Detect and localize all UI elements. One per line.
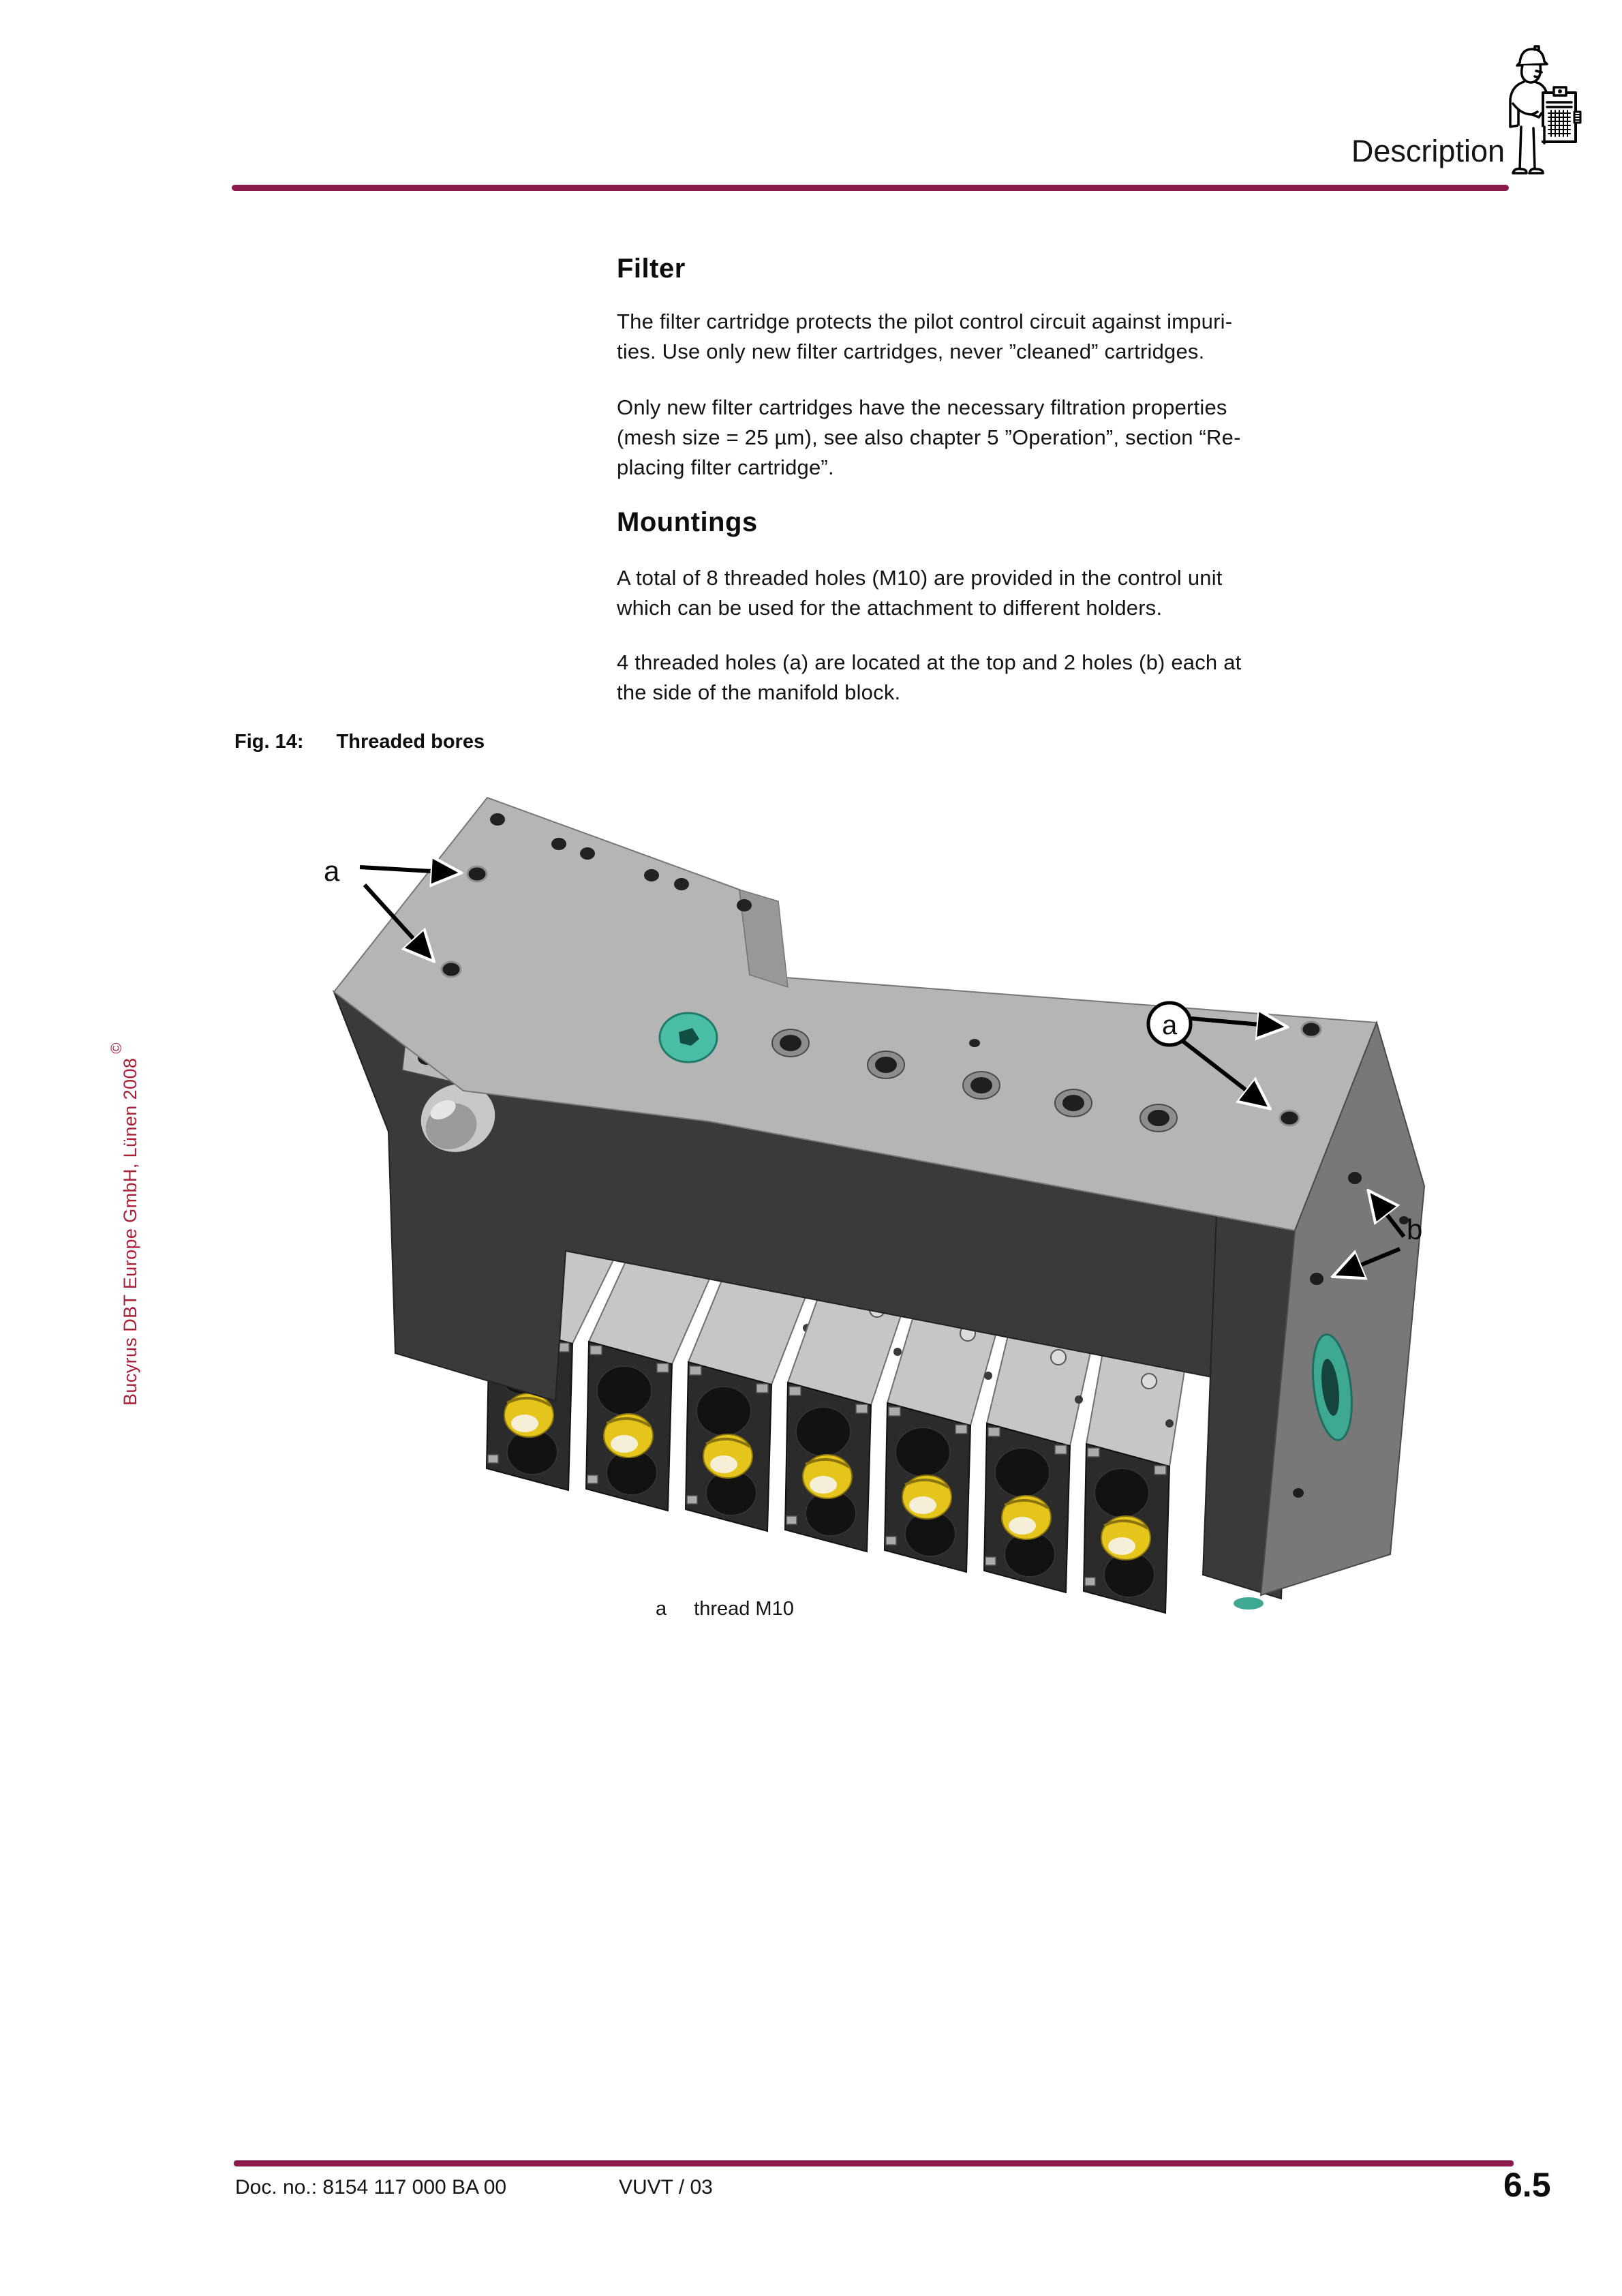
valve-module (984, 1372, 992, 1380)
text-line: ties. Use only new filter cartridges, never ”cleaned” cartridges. (617, 339, 1205, 363)
valve-module (1108, 1537, 1135, 1555)
valve-module (590, 1346, 602, 1355)
sidebar-copyright (108, 1042, 141, 1406)
text-line: the side of the manifold block. (617, 680, 901, 704)
copyright-symbol: © (108, 1042, 125, 1054)
valve-module (687, 1496, 697, 1504)
valve-module (1075, 1395, 1083, 1404)
valve-module (1051, 1350, 1066, 1365)
thread-m10-hole (1280, 1111, 1299, 1126)
valve-module (511, 1415, 538, 1432)
valve-module (988, 1428, 1000, 1436)
footer-rule (234, 2160, 1514, 2166)
valve-module (1165, 1419, 1174, 1428)
valve-module (690, 1366, 701, 1375)
valve-module (995, 1448, 1050, 1497)
valve-module (657, 1363, 669, 1372)
valve-module (1055, 1445, 1067, 1454)
valve-module (1088, 1448, 1099, 1457)
text-line: 4 threaded holes (a) are located at the top and 2 holes (b) each at (617, 650, 1242, 674)
copyright-text: Bucyrus DBT Europe GmbH, Lünen 2008 (120, 1057, 140, 1406)
text-line: which can be used for the attachment to different holders. (617, 596, 1163, 620)
thread-hole-b (1348, 1172, 1362, 1184)
thread-m10-hole (468, 866, 487, 881)
valve-module (955, 1425, 967, 1434)
valve-module (789, 1387, 801, 1395)
filter-heading: Filter (617, 254, 686, 284)
text-line: The filter cartridge protects the pilot control circuit against impuri- (617, 309, 1233, 333)
valve-module (985, 1557, 996, 1565)
legend-key: a (656, 1598, 667, 1620)
text-line: placing filter cartridge”. (617, 455, 834, 479)
footer-doc-number: Doc. no.: 8154 117 000 BA 00 (235, 2176, 507, 2199)
valve-module (710, 1455, 737, 1473)
valve-module (1154, 1466, 1166, 1475)
valve-module (886, 1537, 896, 1545)
valve-module (1095, 1468, 1149, 1517)
text-line: Only new filter cartridges have the necessary filtration properties (617, 395, 1227, 419)
figure-legend (656, 1598, 794, 1620)
page-title: Description (1351, 134, 1505, 168)
valve-module (488, 1455, 498, 1463)
thread-m10-hole (1302, 1022, 1321, 1037)
valve-module (597, 1366, 652, 1415)
valve-module (896, 1428, 950, 1477)
valve-module (1085, 1577, 1095, 1586)
valve-module (889, 1407, 900, 1416)
footer-doc-code: VUVT / 03 (619, 2176, 713, 2199)
valve-module (587, 1475, 598, 1483)
figure-label-b: b (1407, 1213, 1423, 1245)
text-line: A total of 8 threaded holes (M10) are provided in the control unit (617, 566, 1223, 590)
valve-module (611, 1435, 638, 1453)
header-rule (232, 185, 1509, 191)
valve-module (796, 1407, 851, 1456)
valve-module (786, 1516, 797, 1524)
mountings-paragraph-2 (617, 648, 1241, 708)
page-number: 6.5 (1503, 2166, 1551, 2204)
figure-label-a-right (1148, 1003, 1191, 1045)
figure-number: Fig. 14: (234, 731, 304, 753)
figure-title: Threaded bores (336, 731, 485, 753)
figure-label-a-left: a (324, 855, 340, 887)
figure-illustration (273, 750, 1431, 1636)
teal-plug-icon (660, 1013, 717, 1062)
valve-module (1142, 1374, 1157, 1389)
valve-module (909, 1496, 936, 1514)
valve-module (1009, 1517, 1036, 1535)
filter-paragraph-1 (617, 307, 1232, 367)
text-line: (mesh size = 25 µm), see also chapter 5 ”Operation”, section “Re- (617, 425, 1241, 449)
thread-hole-b (1310, 1273, 1323, 1285)
valve-module (856, 1404, 868, 1413)
valve-module (810, 1476, 837, 1494)
valve-module (756, 1384, 768, 1393)
worker-clipboard-icon (1494, 41, 1584, 184)
thread-m10-hole (442, 962, 461, 977)
valve-module (697, 1387, 751, 1436)
filter-paragraph-2 (617, 393, 1241, 483)
svg-text:a: a (1162, 1010, 1178, 1040)
mountings-paragraph-1 (617, 563, 1223, 623)
valve-module (893, 1348, 902, 1356)
mountings-heading: Mountings (617, 507, 758, 537)
legend-text: thread M10 (694, 1598, 794, 1620)
